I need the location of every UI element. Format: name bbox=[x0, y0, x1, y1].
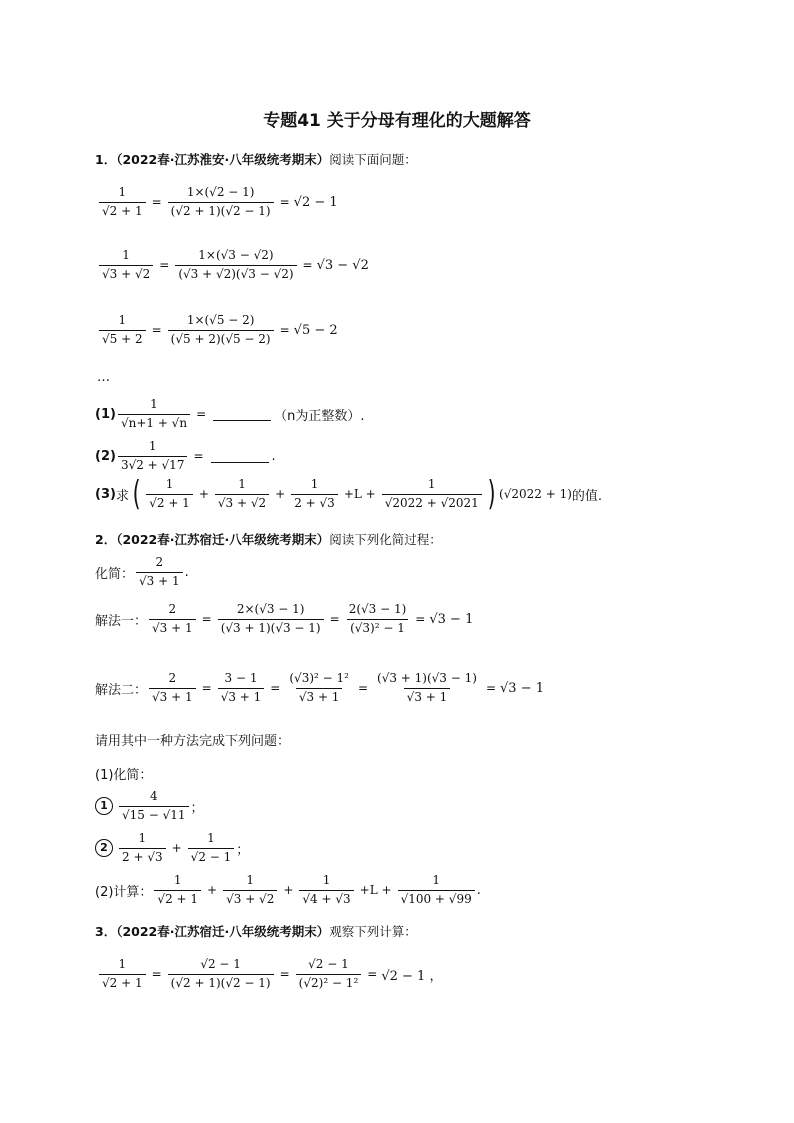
p1-question-2: (2) $\frac{1}{3√2 + √17}$ = . bbox=[95, 439, 276, 472]
fraction: $\frac{1}{√3 + √2}$ bbox=[215, 478, 269, 511]
problem-number: 2． bbox=[95, 532, 117, 547]
p1-equation-2: $\frac{1}{√3 + √2}$ = $\frac{1\times(√3 - √2)}{(√3 + √2)(√3 - √2)}$ = √3 − √2 bbox=[97, 249, 369, 282]
p1-question-3: (3) 求 ( $\frac{1}{√2 + 1}$ + $\frac{1}{√3 + √2}$ + $\frac{1}{2 + √3}$ +L + $\frac{1}{√2022 + √2021}$ ) (√2022 + 1) 的值. bbox=[95, 474, 603, 514]
fraction: $\frac{1}{2 + √3}$ bbox=[291, 478, 338, 511]
p2-item-2: 2 $\frac{1}{2 + √3}$ + $\frac{1}{√2 - 1}$ ； bbox=[95, 832, 249, 865]
problem-3-header bbox=[95, 922, 417, 940]
fraction: $\frac{1}{√2 + 1}$ bbox=[146, 478, 193, 511]
fraction: $\frac{1}{√4 + √3}$ bbox=[299, 874, 353, 907]
fraction: $\frac{1}{√2 + 1}$ bbox=[99, 958, 146, 991]
p2-simplify: 化简： $\frac{2}{√3 + 1}$ . bbox=[95, 555, 189, 588]
page-title: 专题41 关于分母有理化的大题解答 bbox=[263, 111, 531, 131]
fraction: $\frac{1}{√2 - 1}$ bbox=[188, 832, 235, 865]
p2-question-1-label: (1)化简： bbox=[95, 768, 153, 783]
p1-equation-3: $\frac{1}{√5 + 2}$ = $\frac{1\times(√5 - 2)}{(√5 + 2)(√5 - 2)}$ = √5 − 2 bbox=[97, 314, 338, 347]
fraction: $\frac{\text{(√3)² − 1²}}{√3 + 1}$ bbox=[289, 671, 349, 704]
result: √3 − 1 bbox=[429, 611, 474, 627]
fraction: $\frac{1}{√n+1 + √n}$ bbox=[118, 398, 190, 431]
fraction: $\frac{√2 - 1}{\text{(√2)² − 1²}}$ bbox=[296, 958, 362, 991]
answer-blank bbox=[213, 408, 271, 421]
p1-question-1: (1) $\frac{1}{√n+1 + √n}$ = （n为正整数）. bbox=[95, 397, 365, 430]
result: √2 − 1 bbox=[293, 194, 338, 210]
fraction: $\frac{1}{√2 + 1}$ bbox=[154, 874, 201, 907]
fraction: $\frac{1}{3√2 + √17}$ bbox=[118, 440, 188, 473]
fraction: $\frac{2}{√3 + 1}$ bbox=[149, 603, 196, 636]
problem-source: （2022春·江苏淮安·八年级统考期末） bbox=[116, 152, 330, 167]
fraction: $\frac{1}{√2 + 1}$ bbox=[99, 186, 146, 219]
fraction: $\frac{√2 - 1}{(√2 + 1)(√2 - 1)}$ bbox=[168, 958, 274, 991]
p2-item-1: 1 $\frac{4}{√15 - √11}$ ； bbox=[95, 790, 204, 823]
fraction: $\frac{1}{2 + √3}$ bbox=[119, 832, 166, 865]
p2-method-1: 解法一： $\frac{2}{√3 + 1}$ = $\frac{2\times(√3 - 1)}{(√3 + 1)(√3 - 1)}$ = $\frac{2(√3 - 1)}{\text{(√3)² − 1}}$ = √3 − 1 bbox=[95, 602, 474, 635]
problem-number: 3． bbox=[95, 924, 117, 939]
circled-number: 1 bbox=[95, 797, 113, 815]
answer-blank bbox=[211, 450, 269, 463]
fraction: $\frac{1\times(√2 - 1)}{(√2 + 1)(√2 - 1)}$ bbox=[168, 186, 274, 219]
fraction: $\frac{1}{√5 + 2}$ bbox=[99, 314, 146, 347]
problem-lead: 阅读下列化简过程： bbox=[329, 532, 442, 547]
p2-method-2: 解法二： $\frac{2}{√3 + 1}$ = $\frac{3 - 1}{√3 + 1}$ = $\frac{\text{(√3)² − 1²}}{√3 + 1}$ = $\frac{(√3 + 1)(√3 - 1)}{√3 + 1}$ = √3 − 1 bbox=[95, 671, 544, 704]
fraction: $\frac{1}{√3 + √2}$ bbox=[99, 249, 153, 282]
circled-number: 2 bbox=[95, 839, 113, 857]
fraction: $\frac{(√3 + 1)(√3 - 1)}{√3 + 1}$ bbox=[377, 671, 477, 704]
problem-source: （2022春·江苏宿迁·八年级统考期末） bbox=[116, 924, 330, 939]
result: √2 − 1 ， bbox=[381, 968, 443, 984]
result: √3 − 1 bbox=[500, 680, 544, 696]
p2-instruction: 请用其中一种方法完成下列问题： bbox=[95, 734, 291, 749]
problem-1-header bbox=[95, 150, 417, 168]
problem-2-header bbox=[95, 530, 442, 548]
fraction: $\frac{2(√3 - 1)}{\text{(√3)² − 1}}$ bbox=[348, 602, 407, 635]
fraction: $\frac{1}{√3 + √2}$ bbox=[223, 874, 277, 907]
fraction: $\frac{2}{√3 + 1}$ bbox=[136, 556, 183, 589]
problem-number: 1． bbox=[95, 152, 117, 167]
fraction: $\frac{1\times(√5 - 2)}{(√5 + 2)(√5 - 2)}$ bbox=[168, 314, 274, 347]
fraction: $\frac{2\times(√3 - 1)}{(√3 + 1)(√3 - 1)}$ bbox=[218, 603, 324, 636]
fraction: $\frac{3 - 1}{√3 + 1}$ bbox=[218, 672, 265, 705]
p1-equation-1: $\frac{1}{√2 + 1}$ = $\frac{1\times(√2 - 1)}{(√2 + 1)(√2 - 1)}$ = √2 − 1 bbox=[97, 186, 338, 219]
p2-question-2: (2)计算： $\frac{1}{√2 + 1}$ + $\frac{1}{√3 + √2}$ + $\frac{1}{√4 + √3}$ +L + $\frac{1}{√100 + √99}$ . bbox=[95, 873, 481, 906]
fraction: $\frac{2}{√3 + 1}$ bbox=[149, 672, 196, 705]
fraction: $\frac{1}{√100 + √99}$ bbox=[398, 874, 475, 907]
problem-source: （2022春·江苏宿迁·八年级统考期末） bbox=[116, 532, 330, 547]
problem-lead: 阅读下面问题： bbox=[329, 152, 417, 167]
result: √5 − 2 bbox=[293, 322, 338, 338]
fraction: $\frac{1}{√2022 + √2021}$ bbox=[382, 478, 482, 511]
result: √3 − √2 bbox=[316, 257, 369, 273]
p3-equation: $\frac{1}{√2 + 1}$ = $\frac{√2 - 1}{(√2 + 1)(√2 - 1)}$ = $\frac{√2 - 1}{\text{(√2)² − 1²}}$ = √2 − 1 ， bbox=[97, 958, 442, 991]
ellipsis: … bbox=[97, 370, 110, 385]
fraction: $\frac{4}{√15 - √11}$ bbox=[119, 790, 189, 823]
problem-lead: 观察下列计算： bbox=[329, 924, 417, 939]
fraction: $\frac{1\times(√3 - √2)}{(√3 + √2)(√3 - √2)}$ bbox=[175, 249, 296, 282]
